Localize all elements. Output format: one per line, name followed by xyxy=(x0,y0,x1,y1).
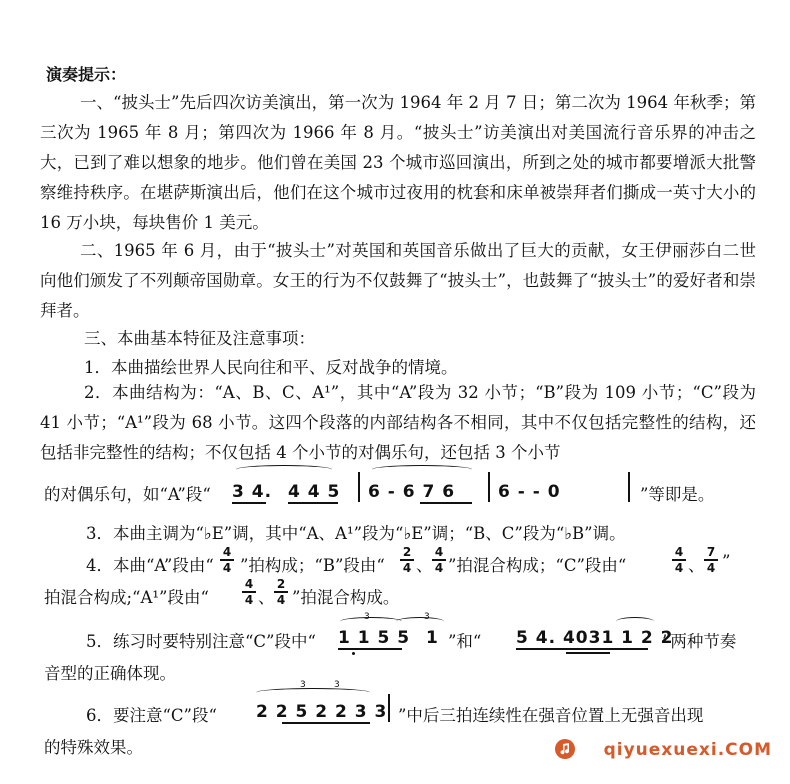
item-5-mid: ”和“ xyxy=(448,632,482,651)
triplet-mark: 3 xyxy=(364,612,370,622)
item-4-pre: 4．本曲“A”段由“ xyxy=(86,556,214,575)
underline xyxy=(516,648,648,650)
time-signature-2-4: 2 4 xyxy=(274,578,288,606)
item-4-end: ” xyxy=(722,552,731,571)
time-signature-7-4: 7 4 xyxy=(704,546,718,574)
time-signature-4-4: 4 4 xyxy=(242,578,256,606)
notation-a-4: 6 - - 0 xyxy=(498,482,561,502)
paragraph-3: 三、本曲基本特征及注意事项： xyxy=(84,329,315,348)
notation-a-3: 6 - 6 7 6 xyxy=(368,482,456,502)
music-note-icon xyxy=(554,738,576,760)
section-title: 演奏提示： xyxy=(46,65,127,84)
slur-arc xyxy=(236,465,332,474)
slur-arc xyxy=(256,688,370,697)
bar-line xyxy=(358,472,360,502)
notation-c-2: 1 xyxy=(426,628,439,648)
underline xyxy=(232,502,266,504)
time-signature-4-4: 4 4 xyxy=(432,546,446,574)
time-signature-4-4: 4 4 xyxy=(220,546,234,574)
notation-c-4: 2 2 5 2 2 3 3 xyxy=(256,702,388,722)
slur-arc xyxy=(340,617,402,626)
underline xyxy=(282,722,370,724)
item-2: 2．本曲结构为：“A、B、C、A¹”，其中“A”段为 32 小节；“B”段为 109 小节；“C”段为 41 小节；“A¹”段为 68 小节。这四个段落的内部结构各不相同，其中不仅包括完整性的结构，还包括非完整性的结构；不仅包括 4 个小节的对偶乐句，还包括 3 个小节 xyxy=(40,383,756,462)
item-6-pre: 6．要注意“C”段“ xyxy=(86,706,217,725)
low-dot xyxy=(352,652,355,655)
item-6-cont: 的特殊效果。 xyxy=(44,738,143,757)
item-4-sep: 、 xyxy=(688,556,705,575)
notation-a-2: 4 4 5 xyxy=(288,482,341,502)
notation-a-1: 3 4. xyxy=(232,482,273,502)
triplet-mark: 3 xyxy=(334,680,340,690)
bar-line xyxy=(388,694,390,722)
item-5-pre: 5．练习时要特别注意“C”段中“ xyxy=(86,632,316,651)
paragraph-2: 二、1965 年 6 月，由于“披头士”对英国和英国音乐做出了巨大的贡献，女王伊丽莎白二世向他们颁发了不列颠帝国勋章。女王的行为不仅鼓舞了“披头士”，也鼓舞了“披头士”的爱好者和崇拜者。 xyxy=(40,241,756,320)
item-4-cont-post: ”拍混合构成。 xyxy=(292,588,400,607)
paragraph-1: 一、“披头士”先后四次访美演出，第一次为 1964 年 2 月 7 日；第二次为 1964 年秋季；第三次为 1965 年 8 月；第四次为 1966 年 8 月。“披头士”访美演出对美国流行音乐界的冲击之大，已到了难以想象的地步。他们曾在美国 23 个城市巡回演出，所到之处的城市都要增派大批警察维持秩序。在堪萨斯演出后，他们在这个城市过夜用的枕套和床单被崇拜者们撕成一英寸大小的 16 万小块，每块售价 1 美元。 xyxy=(40,93,756,232)
item-1: 1．本曲描绘世界人民向往和平、反对战争的情境。 xyxy=(84,358,458,377)
slur-arc xyxy=(616,617,654,626)
underline xyxy=(288,502,338,504)
notation-c-1: 1 1 5 5 xyxy=(338,628,411,648)
bar-line xyxy=(488,472,490,502)
triplet-mark: 3 xyxy=(300,680,306,690)
watermark: qiyuexuexi.COM xyxy=(603,740,772,760)
underline xyxy=(566,652,610,654)
item-4-sep: 、 xyxy=(416,556,433,575)
item-2-cont-pre: 的对偶乐句，如“A”段“ xyxy=(44,485,211,504)
notation-c-3: 5 4. 4031 1 2 2 xyxy=(516,628,674,648)
slur-arc xyxy=(372,465,472,474)
item-2-cont-post: ”等即是。 xyxy=(640,485,715,504)
item-4-mid2: ”拍混合构成；“C”段由“ xyxy=(448,556,627,575)
item-4-mid1: ”拍构成；“B”段由“ xyxy=(240,556,385,575)
underline xyxy=(420,502,472,504)
item-4-cont-pre: 拍混合构成;“A¹”段由“ xyxy=(44,588,209,607)
item-6-post: ”中后三拍连续性在强音位置上无强音出现 xyxy=(398,706,704,725)
slur-arc xyxy=(396,617,444,626)
time-signature-4-4: 4 4 xyxy=(672,546,686,574)
bar-line xyxy=(628,472,630,502)
item-5-cont: 音型的正确体现。 xyxy=(44,664,176,683)
item-5-post: ”两种节奏 xyxy=(662,632,737,651)
triplet-mark: 3 xyxy=(424,612,430,622)
time-signature-2-4: 2 4 xyxy=(400,546,414,574)
item-4-sep: 、 xyxy=(258,588,275,607)
item-3: 3．本曲主调为“♭E”调，其中“A、A¹”段为“♭E”调；“B、C”段为“♭B”调。 xyxy=(86,524,626,543)
underline xyxy=(338,648,402,650)
